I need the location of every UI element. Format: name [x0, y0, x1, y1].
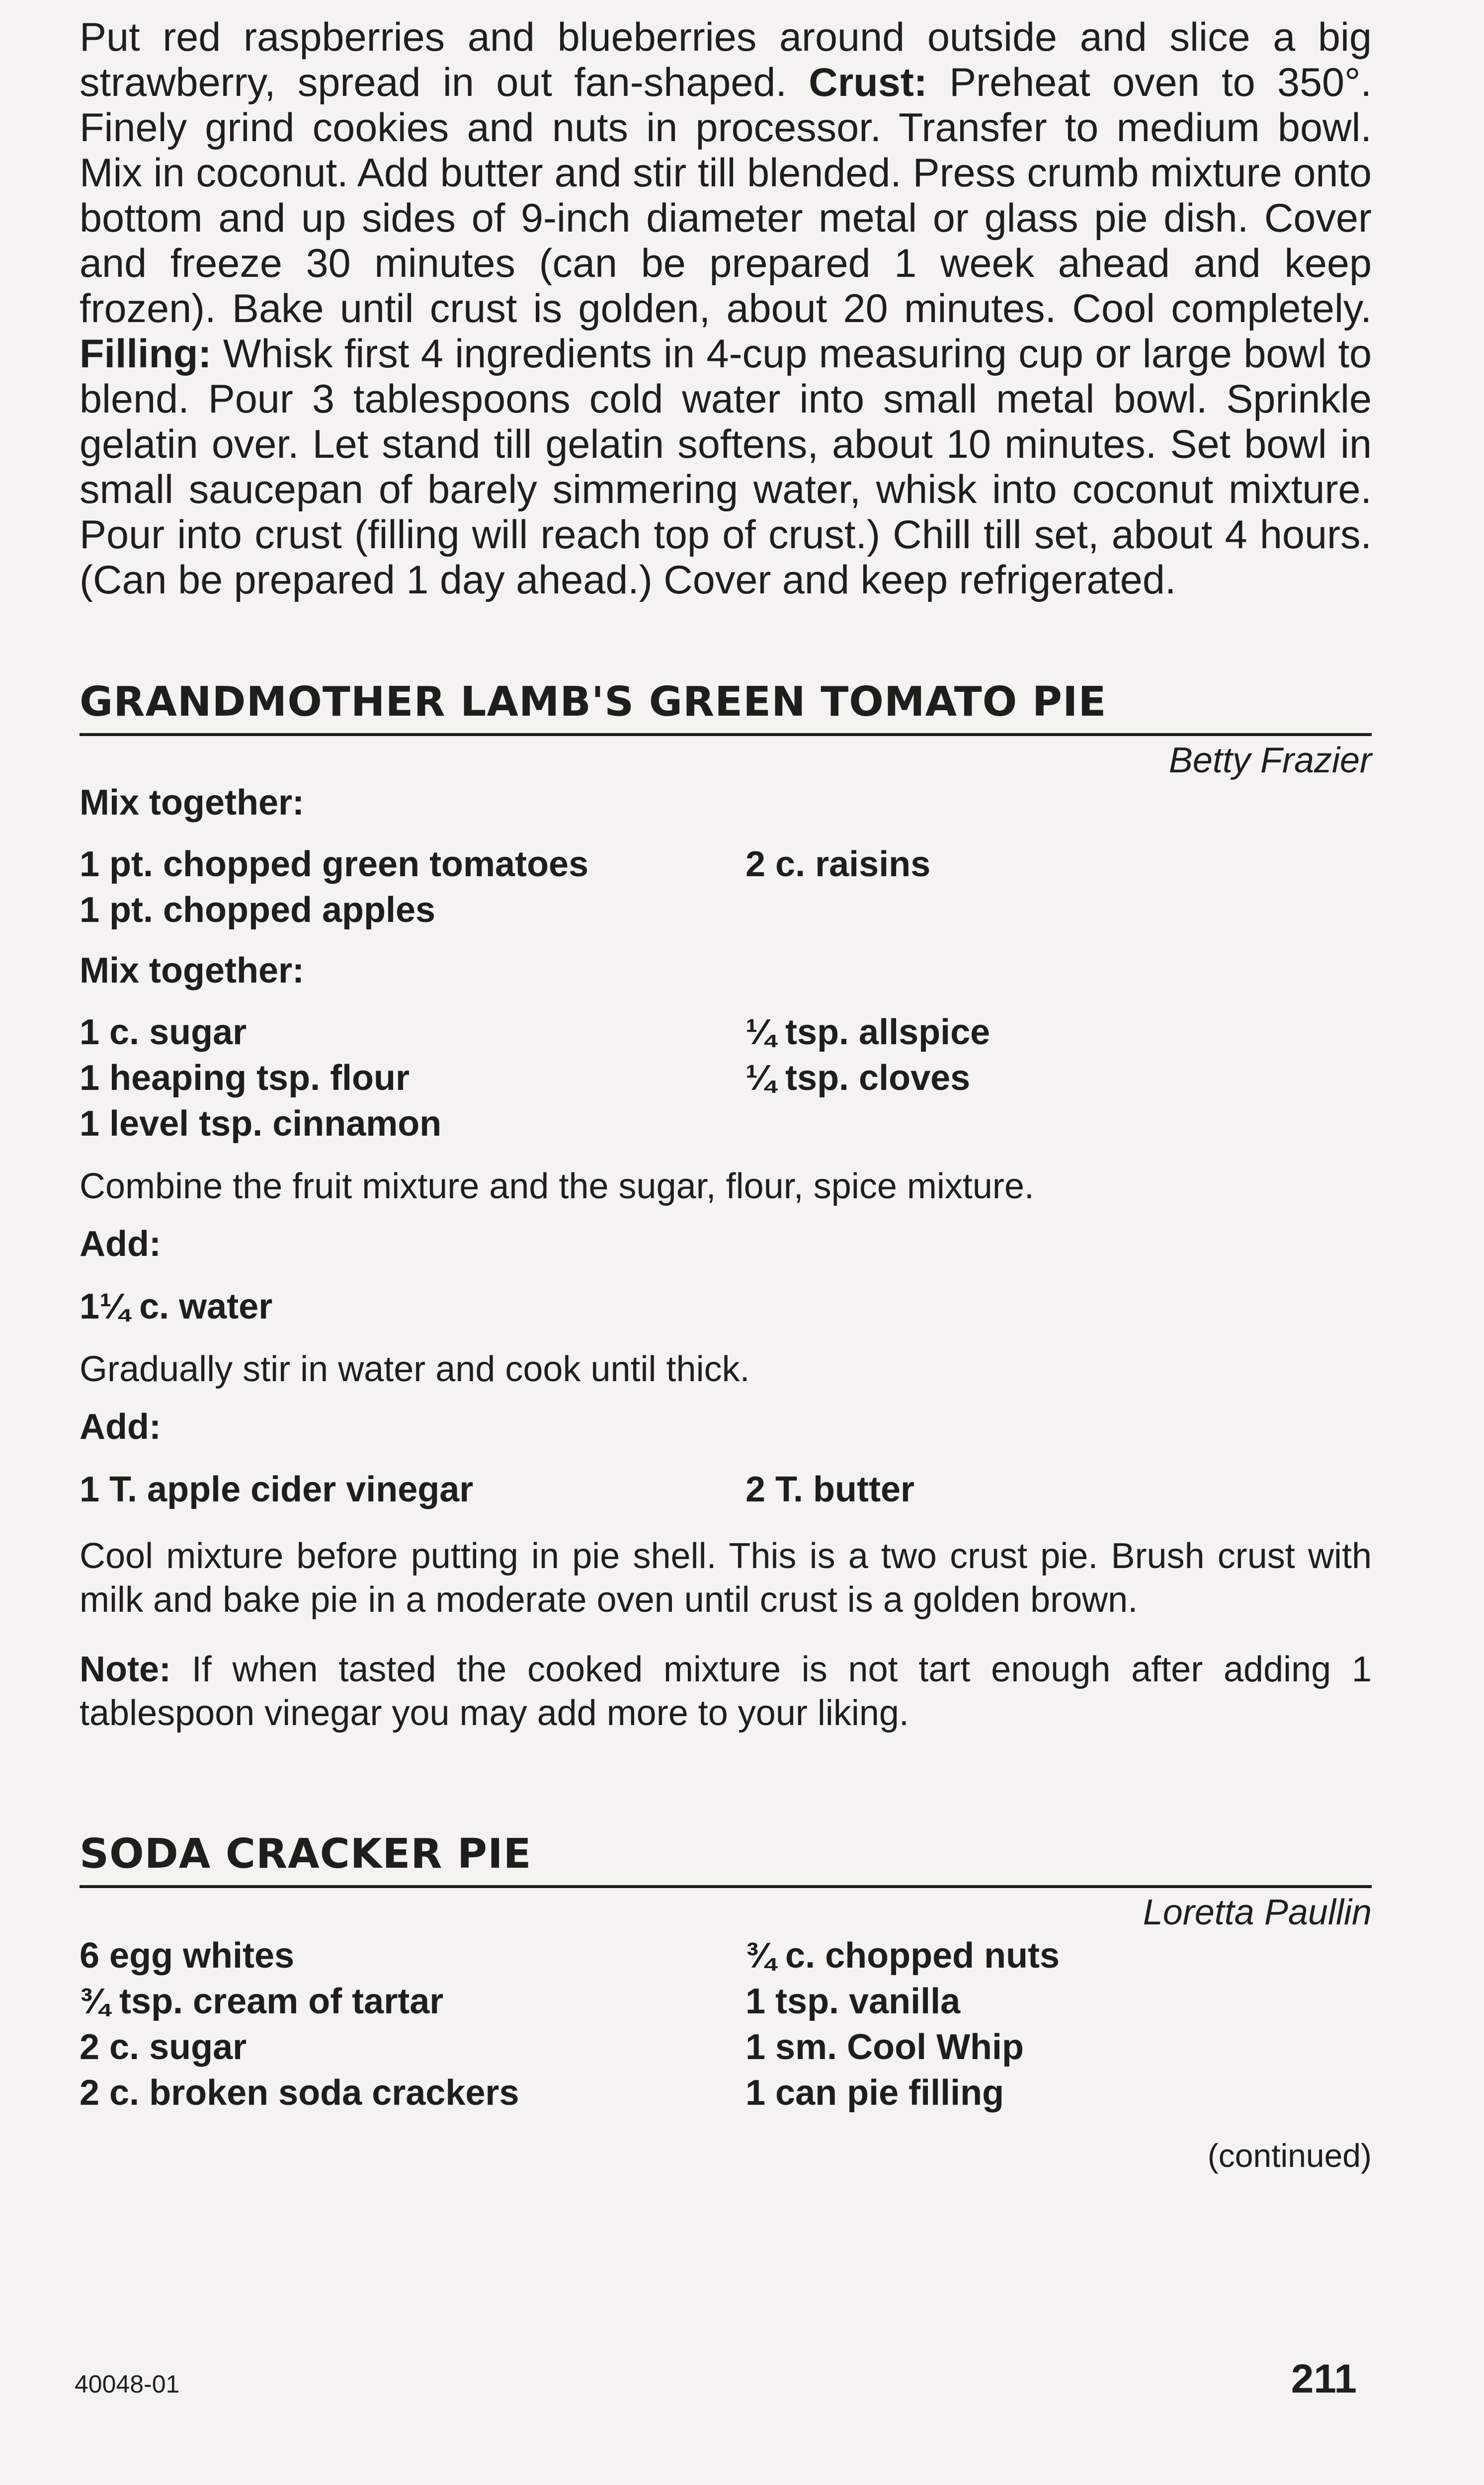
previous-recipe-directions: [80, 15, 1372, 603]
add-label-1: Add:: [80, 1224, 161, 1264]
directions-paragraph: [80, 15, 1372, 603]
ingredient-list-3: [80, 1467, 1372, 1512]
ingredient-item: 1 pt. chopped apples: [80, 890, 436, 930]
crust-label: Crust:: [809, 60, 927, 105]
step-bake: Cool mixture before putting in pie shell. This is a two crust pie. Brush crust with milk and bake pie in a moderate oven until crust is a golden brown.: [80, 1536, 1372, 1620]
note-text: If when tasted the cooked mixture is not tart enough after adding 1 tablespoon vinegar you may add more to your liking.: [80, 1650, 1372, 1733]
ingredient-column-right: [745, 841, 1372, 933]
directions-text-3: Whisk first 4 ingredients in 4-cup measuring cup or large bowl to blend. Pour 3 tablespoons cold water into small metal bowl. Sprinkle gelatin over. Let stand till gelatin softens, about 10 minutes. Set bowl in small saucepan of barely simmering water, whisk into coconut mixture. Pour into crust (filling will reach top of crust.) Chill till set, about 4 hours. (Can be prepared 1 day ahead.) Cover and keep refrigerated.: [80, 331, 1372, 602]
ingredient-list-2: [80, 1009, 1372, 1147]
ingredient-item: ¾ tsp. cream of tartar: [80, 1982, 444, 2021]
ingredient-item: 1 T. apple cider vinegar: [80, 1470, 474, 1509]
ingredient-item: 1 tsp. vanilla: [745, 1982, 961, 2021]
title-rule: [80, 1885, 1372, 1888]
ingredient-item: 2 c. raisins: [745, 844, 931, 884]
ingredient-item: 6 egg whites: [80, 1936, 295, 1976]
ingredient-column-left: [80, 1933, 745, 2116]
continued-label: (continued): [1207, 2137, 1372, 2174]
ingredient-column-right: [745, 1933, 1372, 2116]
ingredient-column-left: [80, 1467, 745, 1512]
ingredient-item: ¼ tsp. allspice: [745, 1012, 990, 1052]
recipe-author: Loretta Paullin: [1143, 1893, 1372, 1932]
recipe-note: [80, 1648, 1372, 1735]
ingredient-list-1: [80, 841, 1372, 933]
mix-label-1: Mix together:: [80, 783, 305, 823]
ingredient-item: 2 T. butter: [745, 1470, 915, 1509]
filling-label: Filling:: [80, 331, 212, 376]
directions-text-1: Put red raspberries and blueberries around outside and slice a big strawberry, spread in out fan-shaped.: [80, 15, 1372, 105]
recipe-page: [80, 15, 1372, 2175]
ingredient-item: 1 c. sugar: [80, 1012, 247, 1052]
ingredient-item: 2 c. sugar: [80, 2027, 247, 2067]
recipe-title: SODA CRACKER PIE: [80, 1830, 532, 1878]
page-number: 211: [1291, 2356, 1357, 2402]
ingredient-column-right: [745, 1467, 1372, 1512]
book-code: 40048-01: [75, 2370, 180, 2398]
ingredient-item: ¾ c. chopped nuts: [745, 1936, 1060, 1976]
ingredient-item: 1 sm. Cool Whip: [745, 2027, 1024, 2067]
recipe-title: GRANDMOTHER LAMB'S GREEN TOMATO PIE: [80, 678, 1107, 726]
title-rule: [80, 733, 1372, 736]
ingredient-item: 1 can pie filling: [745, 2073, 1004, 2113]
ingredient-column-left: [80, 841, 745, 933]
ingredient-column-right: [745, 1009, 1372, 1147]
ingredient-item: 2 c. broken soda crackers: [80, 2073, 519, 2113]
page-footer: [75, 2356, 1357, 2402]
add-label-2: Add:: [80, 1407, 161, 1447]
ingredient-item: ¼ tsp. cloves: [745, 1058, 971, 1098]
ingredient-list: [80, 1933, 1372, 2116]
ingredient-item: 1 heaping tsp. flour: [80, 1058, 410, 1098]
recipe-author: Betty Frazier: [1168, 741, 1372, 780]
ingredient-column-left: [80, 1009, 745, 1147]
step-stir: Gradually stir in water and cook until thick.: [80, 1349, 750, 1389]
directions-text-2: Preheat oven to 350°. Finely grind cookies and nuts in processor. Transfer to medium bowl. Mix in coconut. Add butter and stir till blended. Press crumb mixture onto bottom and up sides of 9-inch diameter metal or glass pie dish. Cover and freeze 30 minutes (can be prepared 1 week ahead and keep frozen). Bake until crust is golden, about 20 minutes. Cool completely.: [80, 60, 1372, 331]
mix-label-2: Mix together:: [80, 951, 305, 991]
ingredient-water: 1¼ c. water: [80, 1287, 273, 1326]
ingredient-item: 1 pt. chopped green tomatoes: [80, 844, 589, 884]
ingredient-item: 1 level tsp. cinnamon: [80, 1104, 442, 1144]
step-combine: Combine the fruit mixture and the sugar, flour, spice mixture.: [80, 1166, 1034, 1206]
green-tomato-pie-recipe: [80, 677, 1372, 1735]
note-label: Note:: [80, 1650, 171, 1689]
soda-cracker-pie-recipe: [80, 1829, 1372, 2175]
